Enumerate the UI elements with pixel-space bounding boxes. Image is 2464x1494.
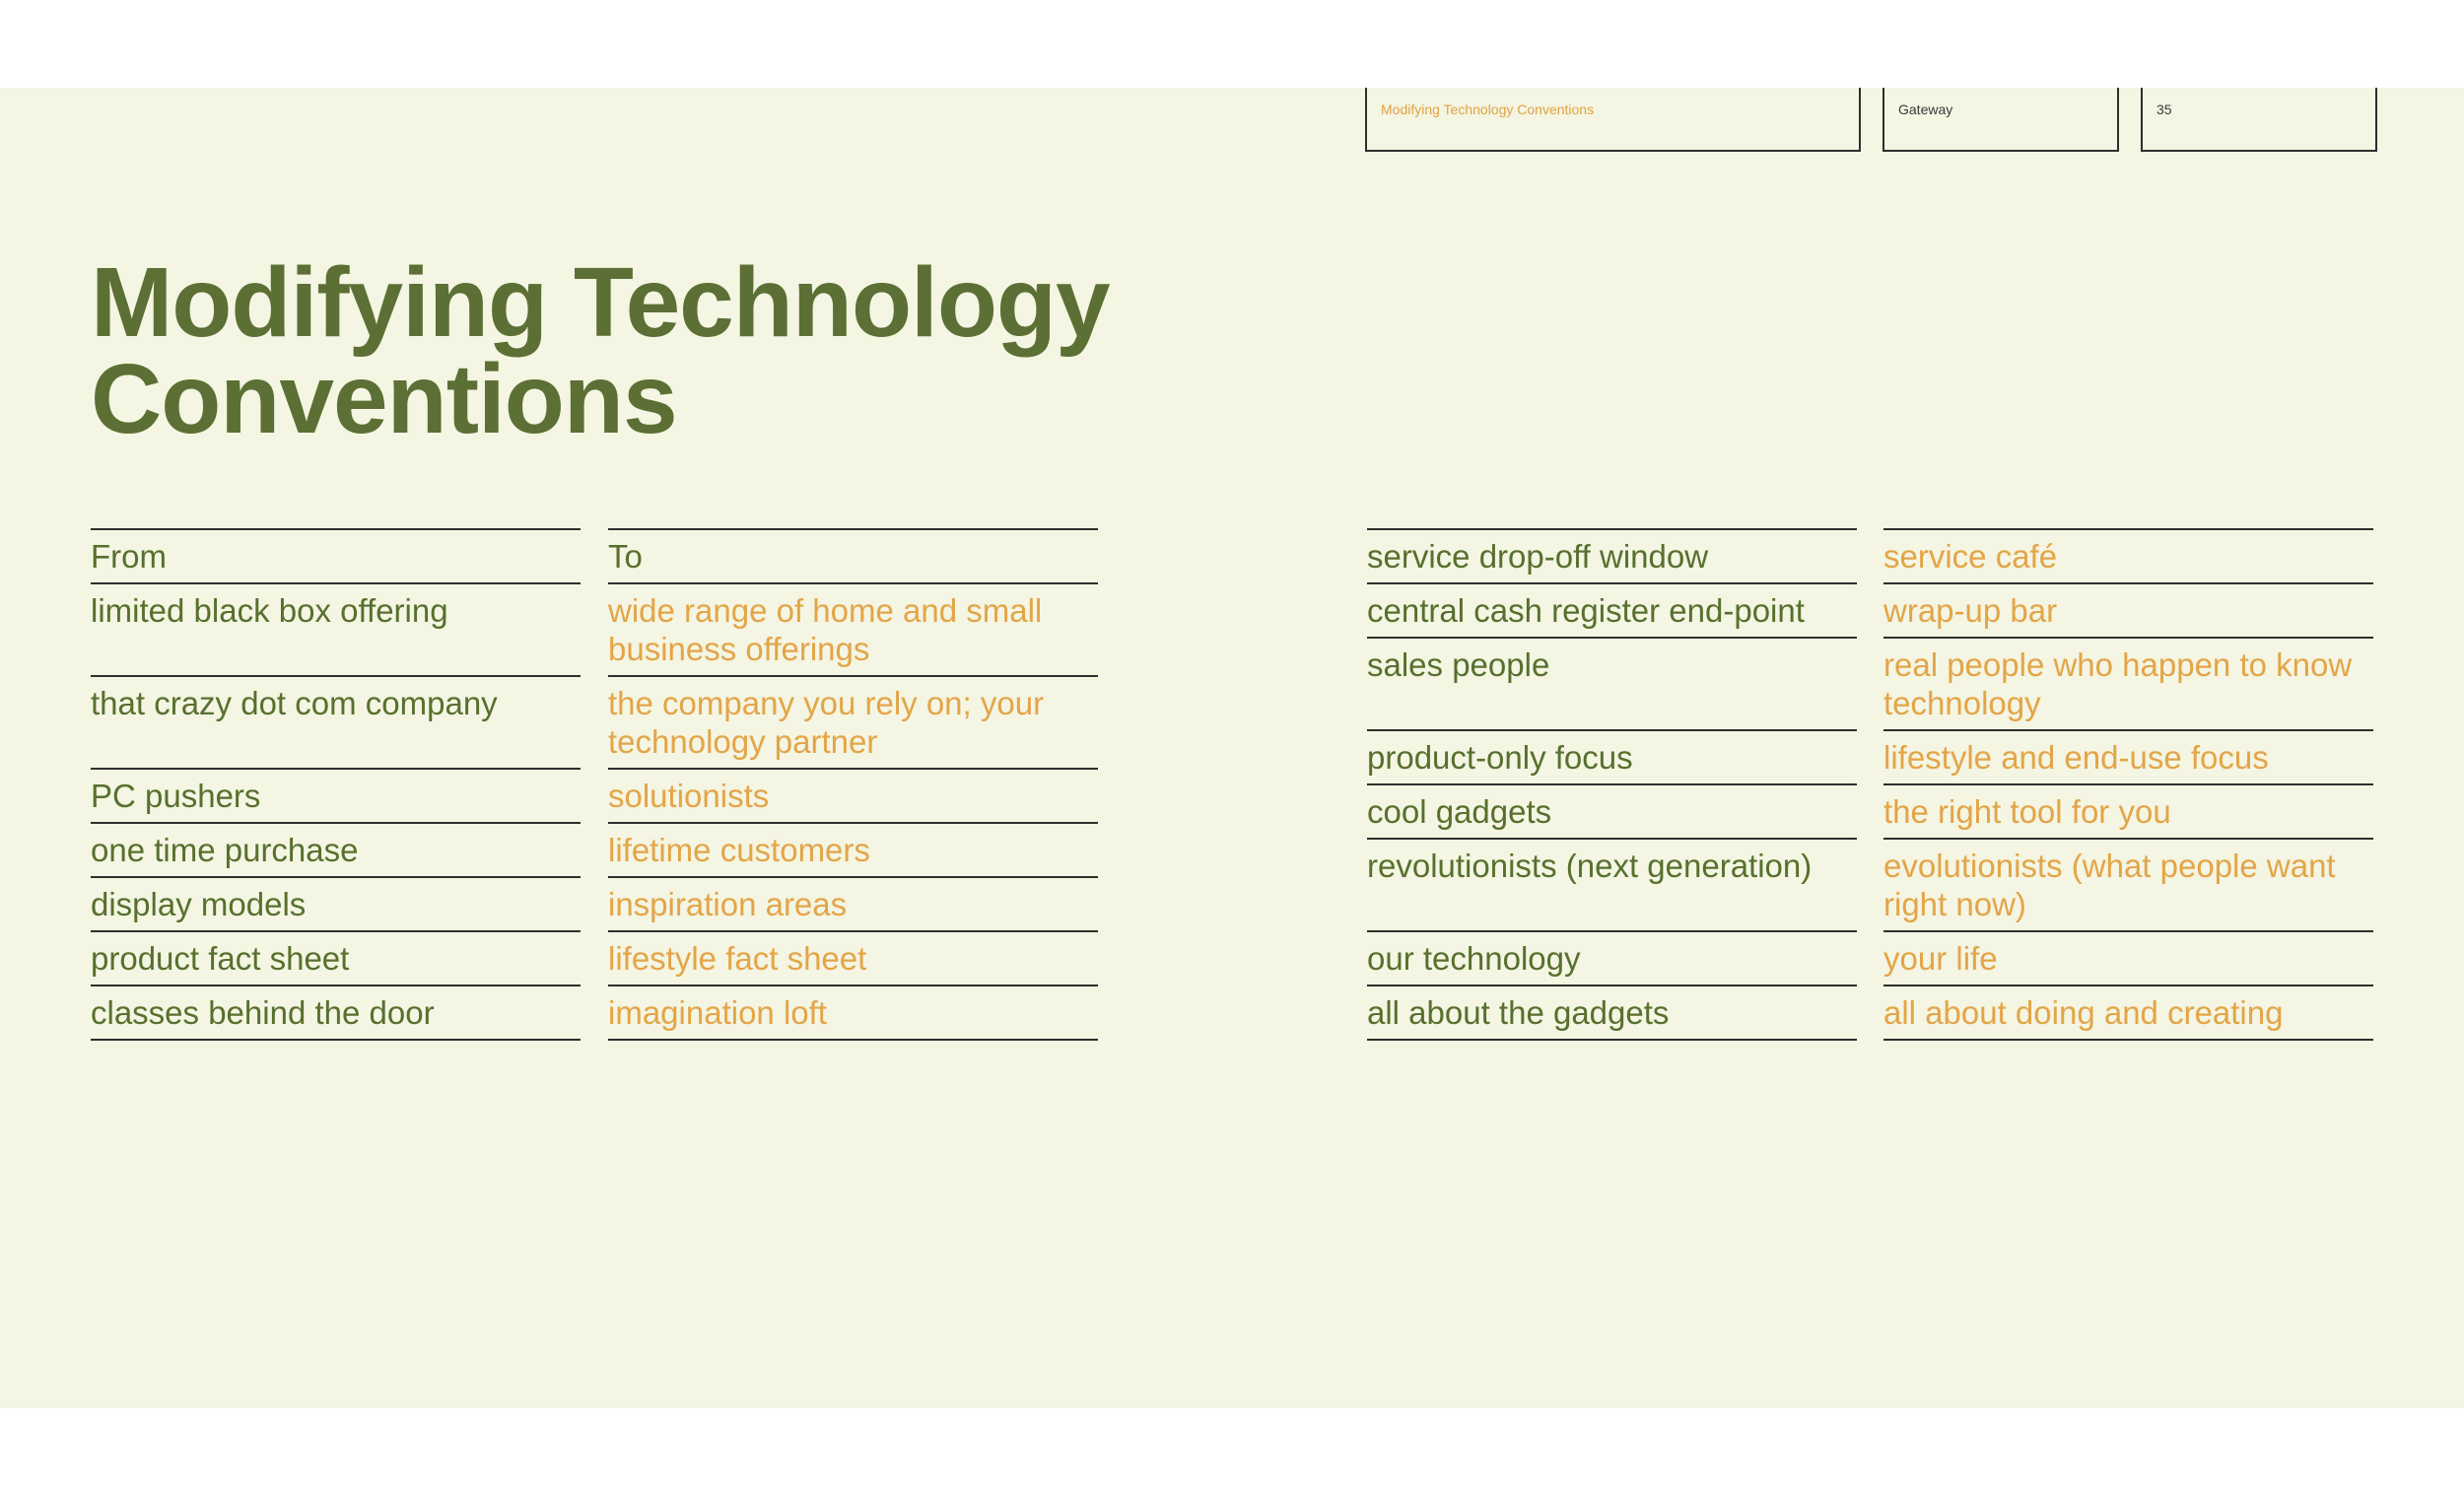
left-from-column: [91, 528, 581, 1041]
page-title-line1: Modifying Technology: [91, 247, 1110, 358]
right-to-cell: lifestyle and end-use focus: [1883, 731, 2373, 785]
from-header: From: [91, 530, 581, 584]
right-from-cell: central cash register end-point: [1367, 584, 1857, 639]
right-to-cell: your life: [1883, 932, 2373, 986]
right-to-cell: wrap-up bar: [1883, 584, 2373, 639]
page-title-line2: Conventions: [91, 344, 677, 454]
header-section: Gateway: [1882, 88, 2119, 152]
right-to-cell: service café: [1883, 530, 2373, 584]
right-to-column: [1883, 528, 2373, 1041]
left-to-cell: inspiration areas: [608, 878, 1098, 932]
to-header: To: [608, 530, 1098, 584]
left-from-cell: one time purchase: [91, 824, 581, 878]
right-to-cell: real people who happen to know technology: [1883, 639, 2373, 731]
left-from-cell: PC pushers: [91, 770, 581, 824]
right-to-cell: evolutionists (what people want right now): [1883, 840, 2373, 932]
left-to-cell: wide range of home and small business offerings: [608, 584, 1098, 677]
right-to-cell: all about doing and creating: [1883, 986, 2373, 1041]
left-to-cell: lifetime customers: [608, 824, 1098, 878]
right-from-cell: product-only focus: [1367, 731, 1857, 785]
right-from-cell: all about the gadgets: [1367, 986, 1857, 1041]
left-to-cell: imagination loft: [608, 986, 1098, 1041]
left-from-cell: limited black box offering: [91, 584, 581, 677]
right-from-column: [1367, 528, 1857, 1041]
right-from-cell: cool gadgets: [1367, 785, 1857, 840]
left-to-cell: solutionists: [608, 770, 1098, 824]
right-to-cell: the right tool for you: [1883, 785, 2373, 840]
header-title: Modifying Technology Conventions: [1365, 88, 1861, 152]
page-title: [91, 247, 1110, 454]
header-page-number: 35: [2141, 88, 2377, 152]
left-from-cell: classes behind the door: [91, 986, 581, 1041]
left-from-cell: product fact sheet: [91, 932, 581, 986]
left-to-cell: the company you rely on; your technology partner: [608, 677, 1098, 770]
right-from-cell: service drop-off window: [1367, 530, 1857, 584]
left-from-cell: that crazy dot com company: [91, 677, 581, 770]
right-from-cell: revolutionists (next generation): [1367, 840, 1857, 932]
right-from-cell: sales people: [1367, 639, 1857, 731]
right-from-cell: our technology: [1367, 932, 1857, 986]
left-to-cell: lifestyle fact sheet: [608, 932, 1098, 986]
left-to-column: [608, 528, 1098, 1041]
left-from-cell: display models: [91, 878, 581, 932]
